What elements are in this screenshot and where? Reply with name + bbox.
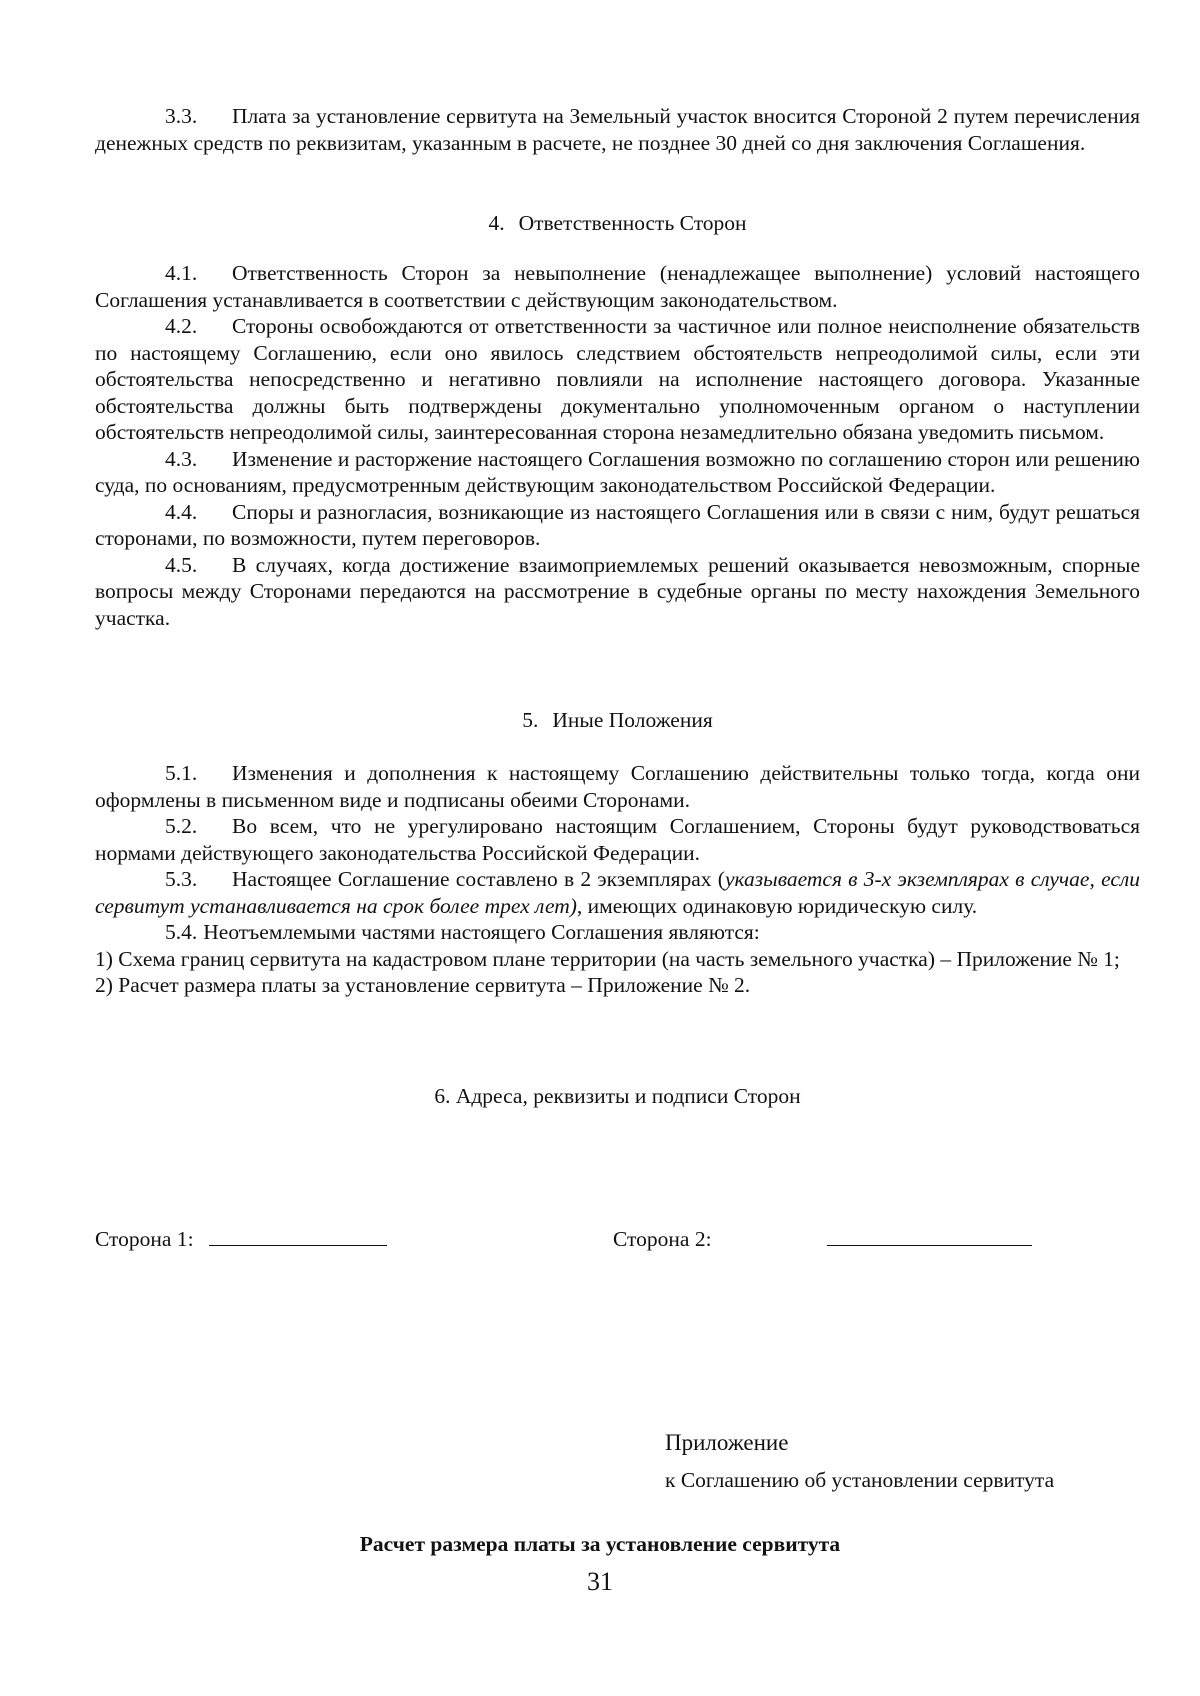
section-4-heading — [95, 210, 1140, 237]
clause-5-1 — [95, 760, 1140, 813]
list-item-2: 2) Расчет размера платы за установление сервитута – Приложение № 2. — [95, 973, 751, 997]
clause-text-end: , имеющих одинаковую юридическую силу. — [576, 893, 978, 918]
party-1-signature — [95, 1225, 387, 1252]
party-1-label: Сторона 1: — [95, 1227, 194, 1251]
appendix-subtitle: к Соглашению об установлении сервитута — [665, 1468, 1055, 1492]
party-2-label: Сторона 2: — [613, 1227, 712, 1251]
clause-number: 4.3. — [165, 446, 198, 471]
section-number: 5. — [522, 708, 539, 732]
section-5-clauses — [95, 760, 1140, 999]
clause-number: 3.3. — [165, 104, 198, 128]
clause-4-1 — [95, 260, 1140, 313]
party-1-signature-line — [209, 1225, 387, 1246]
section-5-heading — [95, 707, 1140, 734]
clause-number: 5.1. — [165, 761, 198, 785]
clause-4-4 — [95, 499, 1140, 552]
list-item-1: 1) Схема границ сервитута на кадастровом плане территории (на часть земельного участка) – Приложение № 1; — [95, 946, 1120, 971]
clause-number: 4.1. — [165, 261, 198, 285]
appendix-title: Приложение — [665, 1430, 789, 1455]
clause-4-3 — [95, 446, 1140, 499]
party-2-signature — [613, 1225, 1032, 1252]
clause-text: Изменения и дополнения к настоящему Соглашению действительны только тогда, когда они оформлены в письменном виде и подписаны обеими Сторонами. — [95, 761, 1140, 812]
clause-text: Плата за установление сервитута на Земельный участок вносится Стороной 2 путем перечисления денежных средств по реквизитам, указанным в расчете, не позднее 30 дней со дня заключения Соглашения. — [95, 104, 1140, 155]
party-2-signature-line — [827, 1225, 1032, 1246]
clause-italic-note: указывается в 3-х экземплярах в случае, если сервитут устанавливается на срок более трех лет) — [95, 867, 1140, 918]
clause-text: Споры и разногласия, возникающие из настоящего Соглашения или в связи с ним, будут решаться сторонами, по возможности, путем переговоров. — [95, 499, 1140, 550]
clause-5-4 — [95, 919, 1140, 946]
clause-text: Стороны освобождаются от ответственности за частичное или полное неисполнение обязательств по настоящему Соглашению, если оно явилось следствием обстоятельств непреодолимой силы, если эти обстоятельства непосредственно и негативно повлияли на исполнение настоящего договора. Указанные обстоятельства должны быть подтверждены документально уполномоченным органом о наступлении обстоятельств непреодолимой силы, заинтересованная сторона незамедлительно обязана уведомить письмом. — [95, 314, 1140, 444]
page-number: 31 — [587, 1567, 613, 1596]
calculation-title: Расчет размера платы за установление сервитута — [359, 1532, 841, 1556]
section-title: Иные Положения — [552, 708, 713, 732]
clause-text: В случаях, когда достижение взаимоприемлемых решений оказывается невозможным, спорные вопросы между Сторонами передаются на рассмотрение в судебные органы по месту нахождения Земельного участка. — [95, 552, 1140, 630]
section-number: 4. — [488, 211, 505, 235]
clause-number: 5.4. — [165, 920, 198, 944]
clause-number: 5.2. — [165, 814, 198, 838]
clause-text: Во всем, что не урегулировано настоящим Соглашением, Стороны будут руководствоваться нормами действующего законодательства Российской Федерации. — [95, 814, 1140, 865]
section-4-clauses — [95, 260, 1140, 631]
clause-number: 4.5. — [165, 552, 198, 577]
clause-text: Изменение и расторжение настоящего Соглашения возможно по соглашению сторон или решению суда, по основаниям, предусмотренным действующим законодательством Российской Федерации. — [95, 446, 1140, 497]
section-title: Ответственность Сторон — [518, 211, 747, 235]
clause-3-3 — [95, 103, 1140, 156]
clause-5-2 — [95, 813, 1140, 866]
section-6-heading — [95, 1083, 1140, 1110]
clause-4-5 — [95, 552, 1140, 632]
clause-number: 5.3. — [165, 867, 198, 891]
clause-number: 4.4. — [165, 499, 198, 524]
clause-number: 4.2. — [165, 314, 198, 338]
clause-text: Ответственность Сторон за невыполнение (ненадлежащее выполнение) условий настоящего Соглашения устанавливается в соответствии с действующим законодательством. — [95, 261, 1140, 312]
section-title: 6. Адреса, реквизиты и подписи Сторон — [434, 1084, 801, 1108]
clause-5-3 — [95, 866, 1140, 919]
clause-4-2 — [95, 313, 1140, 446]
clause-text: Неотъемлемыми частями настоящего Соглашения являются: — [203, 920, 760, 944]
clause-text: Настоящее Соглашение составлено в 2 экземплярах ( — [232, 867, 725, 891]
